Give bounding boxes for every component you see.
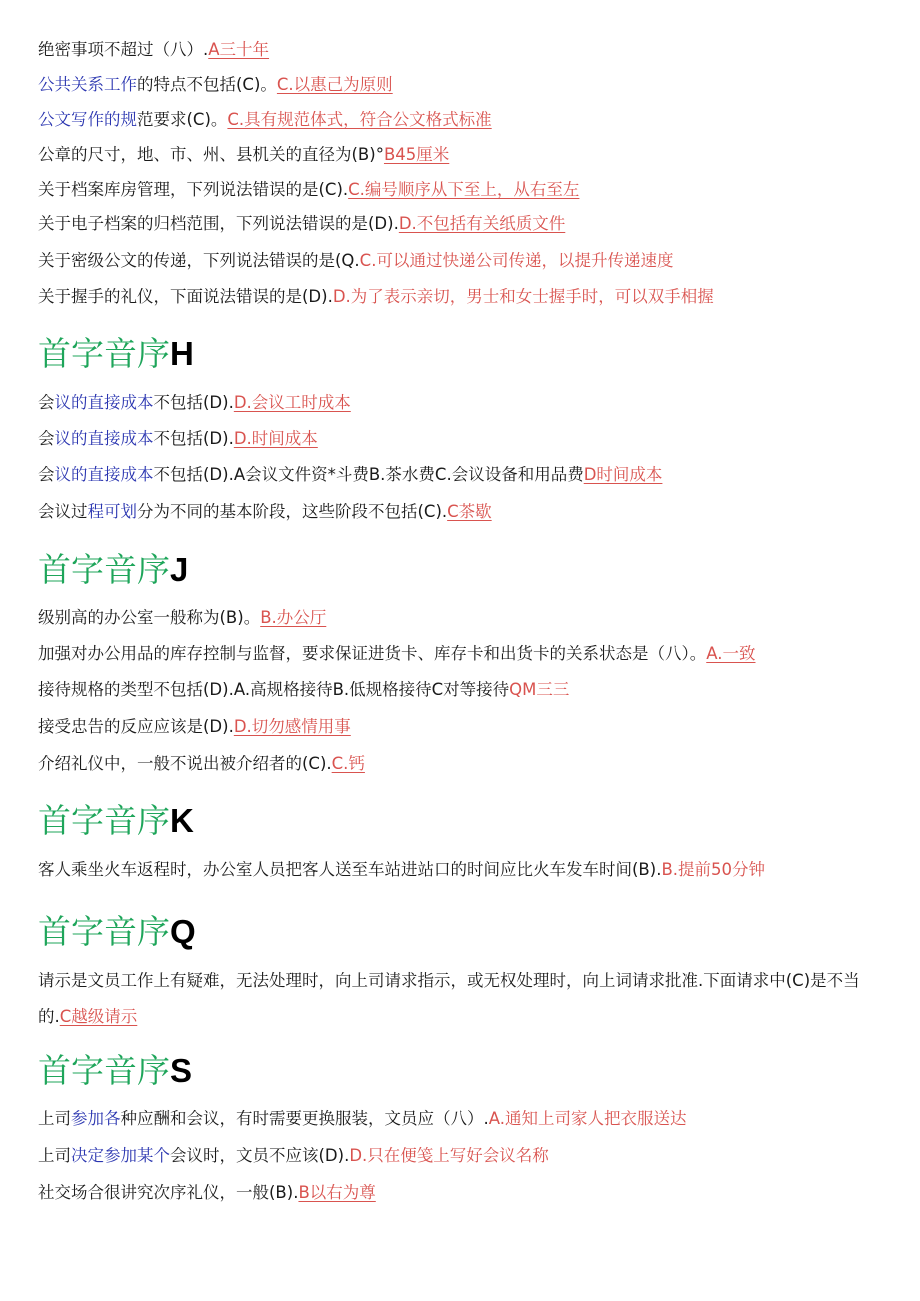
question-text: 上司	[38, 1146, 71, 1165]
question-text: 接受忠告的反应应该是(D).	[38, 717, 234, 736]
highlighted-text: 参加各	[71, 1109, 121, 1128]
question-text-tail: 的特点不包括(C)。	[137, 75, 277, 94]
question-line	[38, 1181, 376, 1205]
highlighted-text: 程可划	[87, 502, 137, 521]
question-text-tail: 不包括(D).A会议文件资*斗费B.茶水费C.会议设备和用品费	[153, 465, 584, 484]
answer-link[interactable]: C.编号顺序从下至上，从右至左	[348, 180, 580, 199]
heading-prefix: 首字音序	[38, 1051, 170, 1090]
question-line	[38, 391, 351, 415]
question-line	[38, 249, 673, 273]
question-line	[38, 212, 565, 236]
answer-text: C.可以通过快递公司传递，以提升传递速度	[359, 251, 674, 270]
answer-link[interactable]: A.一致	[706, 644, 756, 663]
question-text: 会	[38, 393, 55, 412]
heading-prefix: 首字音序	[38, 334, 170, 373]
question-text: 接待规格的类型不包括(D).A.高规格接待B.低规格接待C对等接待	[38, 680, 510, 699]
question-text: 上司	[38, 1109, 71, 1128]
heading-letter: K	[170, 802, 194, 839]
answer-link[interactable]: D.会议工时成本	[233, 393, 351, 412]
question-line	[38, 1107, 687, 1131]
question-line	[38, 463, 662, 487]
question-line	[38, 606, 326, 630]
answer-link[interactable]: A三十年	[208, 40, 270, 59]
heading-prefix: 首字音序	[38, 801, 170, 840]
highlighted-text: 议的直接成本	[54, 393, 154, 412]
answer-link[interactable]: C茶歇	[447, 502, 492, 521]
question-text: 介绍礼仪中，一般不说出被介绍者的(C).	[38, 754, 332, 773]
section-heading-h	[38, 334, 194, 374]
question-text-tail: 种应酬和会议，有时需要更换服装，文员应（八）.	[120, 1109, 489, 1128]
question-text: 绝密事项不超过（八）.	[38, 40, 209, 59]
question-line	[38, 1144, 549, 1168]
question-line	[38, 642, 756, 666]
question-line	[38, 285, 714, 309]
question-line	[38, 715, 351, 739]
highlighted-text: 议的直接成本	[54, 465, 154, 484]
answer-link[interactable]: B45厘米	[383, 145, 450, 164]
answer-text: A.通知上司家人把衣服送达	[488, 1109, 687, 1128]
highlighted-text: 公文写作的规	[38, 110, 137, 129]
section-heading-j	[38, 550, 188, 590]
question-text-tail: 不包括(D).	[153, 393, 234, 412]
section-heading-s	[38, 1051, 192, 1091]
question-text: 关于密级公文的传递，下列说法错误的是(Q.	[38, 251, 360, 270]
question-line	[38, 73, 393, 97]
question-text: 加强对办公用品的库存控制与监督，要求保证进货卡、库存卡和出货卡的关系状态是（八）。	[38, 644, 707, 663]
question-text: 社交场合很讲究次序礼仪，一般(B).	[38, 1183, 299, 1202]
heading-prefix: 首字音序	[38, 550, 170, 589]
question-line	[38, 178, 579, 202]
heading-letter: H	[170, 335, 194, 372]
heading-letter: Q	[170, 913, 196, 950]
answer-link[interactable]: D.切勿感情用事	[233, 717, 351, 736]
heading-letter: S	[170, 1052, 193, 1089]
question-line	[38, 858, 765, 882]
highlighted-text: 决定参加某个	[71, 1146, 170, 1165]
question-text: 客人乘坐火车返程时，办公室人员把客人送至车站进站口的时间应比火车发车时间(B).	[38, 860, 662, 879]
answer-text: QM三三	[509, 680, 570, 699]
question-text: 级别高的办公室一般称为(B)。	[38, 608, 261, 627]
answer-text: B.提前50分钟	[661, 860, 766, 879]
heading-letter: J	[170, 551, 189, 588]
answer-link[interactable]: D时间成本	[583, 465, 663, 484]
question-line	[38, 427, 318, 451]
highlighted-text: 公共关系工作	[38, 75, 137, 94]
question-text-tail: 会议时，文员不应该(D).	[170, 1146, 350, 1165]
section-heading-q	[38, 912, 196, 952]
question-paragraph	[38, 963, 874, 1035]
answer-link[interactable]: D.时间成本	[233, 429, 318, 448]
question-text: 会	[38, 465, 55, 484]
answer-text: D.只在便笺上写好会议名称	[349, 1146, 549, 1165]
question-line	[38, 752, 365, 776]
question-text: 关于档案库房管理，下列说法错误的是(C).	[38, 180, 349, 199]
question-text-tail: 不包括(D).	[153, 429, 234, 448]
answer-link[interactable]: C.具有规范体式，符合公文格式标准	[227, 110, 492, 129]
question-line	[38, 678, 569, 702]
answer-text: D.为了表示亲切，男士和女士握手时，可以双手相握	[332, 287, 714, 306]
answer-link[interactable]: B.办公厅	[260, 608, 327, 627]
answer-link[interactable]: B以右为尊	[298, 1183, 376, 1202]
answer-link[interactable]: C.钙	[331, 754, 365, 773]
question-text-tail: 范要求(C)。	[137, 110, 228, 129]
question-line	[38, 108, 492, 132]
question-text: 关于电子档案的归档范围，下列说法错误的是(D).	[38, 214, 399, 233]
highlighted-text: 议的直接成本	[54, 429, 154, 448]
question-line	[38, 143, 449, 167]
question-text: 会议过	[38, 502, 88, 521]
answer-link[interactable]: D.不包括有关纸质文件	[398, 214, 566, 233]
question-text: 关于握手的礼仪，下面说法错误的是(D).	[38, 287, 333, 306]
question-text-tail: 分为不同的基本阶段，这些阶段不包括(C).	[137, 502, 448, 521]
answer-link[interactable]: C.以惠己为原则	[276, 75, 393, 94]
heading-prefix: 首字音序	[38, 912, 170, 951]
answer-link[interactable]: C越级请示	[59, 1007, 138, 1026]
question-line	[38, 500, 492, 524]
question-text: 请示是文员工作上有疑难，无法处理时，向上司请求指示，或无权处理时，向上词请求批准.下面请求中(C)是不当的.	[38, 971, 860, 1026]
question-text: 公章的尺寸，地、市、州、县机关的直径为(B)°	[38, 145, 384, 164]
section-heading-k	[38, 801, 194, 841]
question-line	[38, 38, 269, 62]
question-text: 会	[38, 429, 55, 448]
